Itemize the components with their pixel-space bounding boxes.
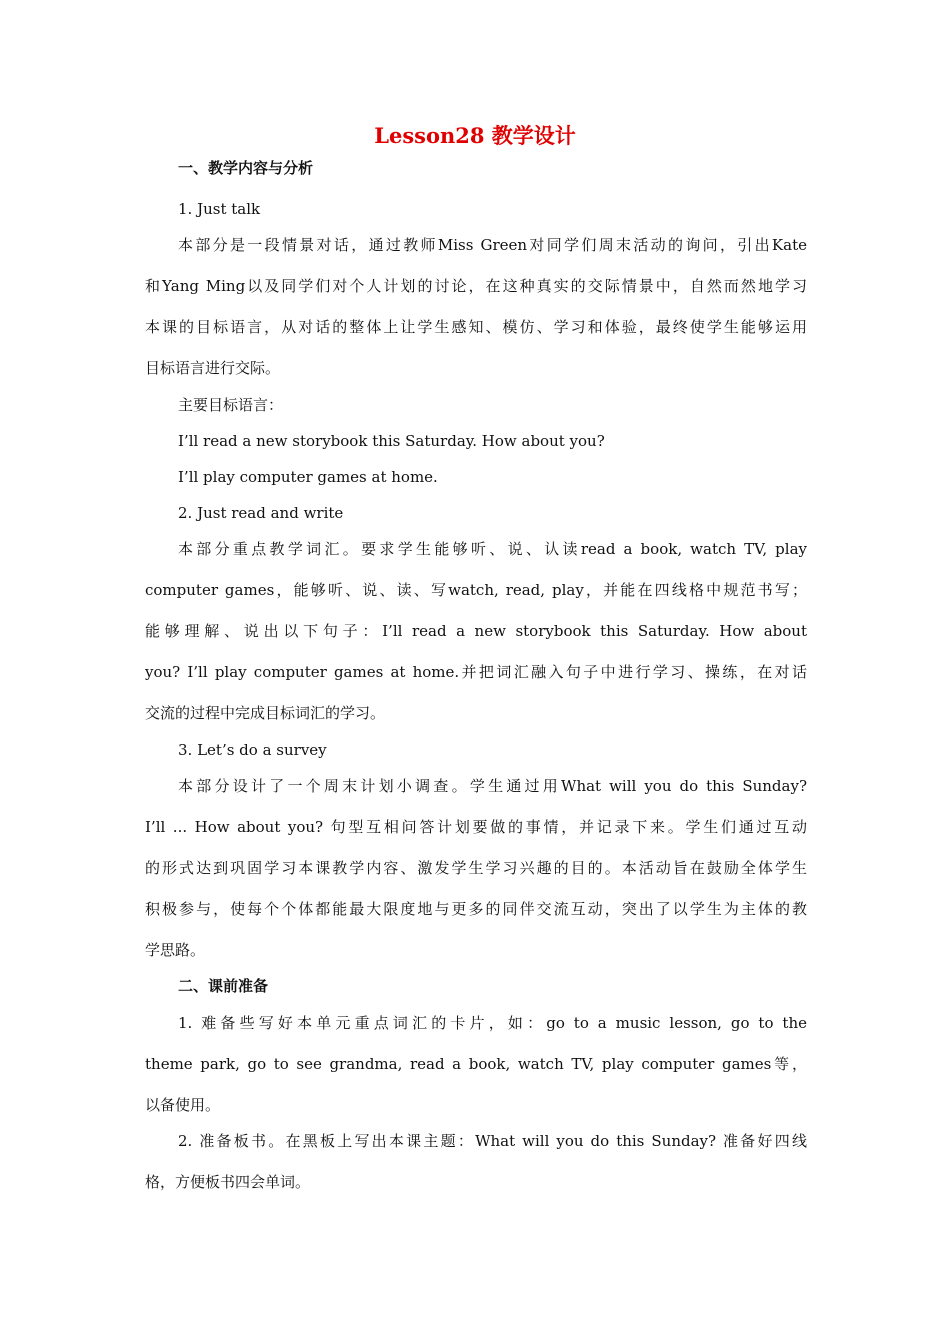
text-line: 2. 准备板书。在黑板上写出本课主题：What will you do this Sunday? 准备好四线 [178,1132,807,1150]
text-line: I’ll read a new storybook this Saturday. How about you? [178,432,605,450]
text-line: 3. Let’s do a survey [178,741,327,759]
text-line: 学思路。 [145,941,206,959]
text-line: I’ll ... How about you? 句型互相问答计划要做的事情，并记录下来。学生们通过互动 [145,818,807,836]
text-line: 和Yang Ming以及同学们对个人计划的讨论，在这种真实的交际情景中，自然而然地学习 [145,277,807,295]
text-line: 以备使用。 [145,1096,221,1114]
text-line: 本部分是一段情景对话，通过教师Miss Green对同学们周末活动的询问，引出Kate [178,236,807,254]
text-line: computer games，能够听、说、读、写watch, read, play，并能在四线格中规范书写； [145,581,807,599]
text-line: 积极参与，使每个个体都能最大限度地与更多的同伴交流互动，突出了以学生为主体的教 [145,900,807,918]
text-line: 本部分重点教学词汇。要求学生能够听、说、认读read a book, watch TV, play [178,540,807,558]
text-line: 交流的过程中完成目标词汇的学习。 [145,704,386,722]
text-line: 的形式达到巩固学习本课教学内容、激发学生学习兴趣的目的。本活动旨在鼓励全体学生 [145,859,807,877]
text-line: 2. Just read and write [178,504,344,522]
text-line: 1. 难备些写好本单元重点词汇的卡片，如：go to a music lesson, go to the [178,1014,807,1032]
text-line: 能够理解、说出以下句子：I’ll read a new storybook this Saturday. How about [145,622,807,640]
text-line: 主要目标语言： [178,396,284,414]
text-line: 本部分设计了一个周末计划小调查。学生通过用What will you do this Sunday? [178,777,807,795]
text-line: 本课的目标语言，从对话的整体上让学生感知、模仿、学习和体验，最终使学生能够运用 [145,318,807,336]
text-line: 目标语言进行交际。 [145,359,281,377]
section-heading: 二、课前准备 [178,977,269,995]
text-line: you? I’ll play computer games at home.并把词汇融入句子中进行学习、操练，在对话 [145,663,807,681]
text-line: theme park, go to see grandma, read a book, watch TV, play computer games等， [145,1055,807,1073]
document-title: Lesson28 教学设计 [374,123,576,148]
text-line: 1. Just talk [178,200,261,218]
section-heading: 一、教学内容与分析 [178,159,314,177]
text-line: 格，方便板书四会单词。 [145,1173,311,1191]
text-line: I’ll play computer games at home. [178,468,438,486]
